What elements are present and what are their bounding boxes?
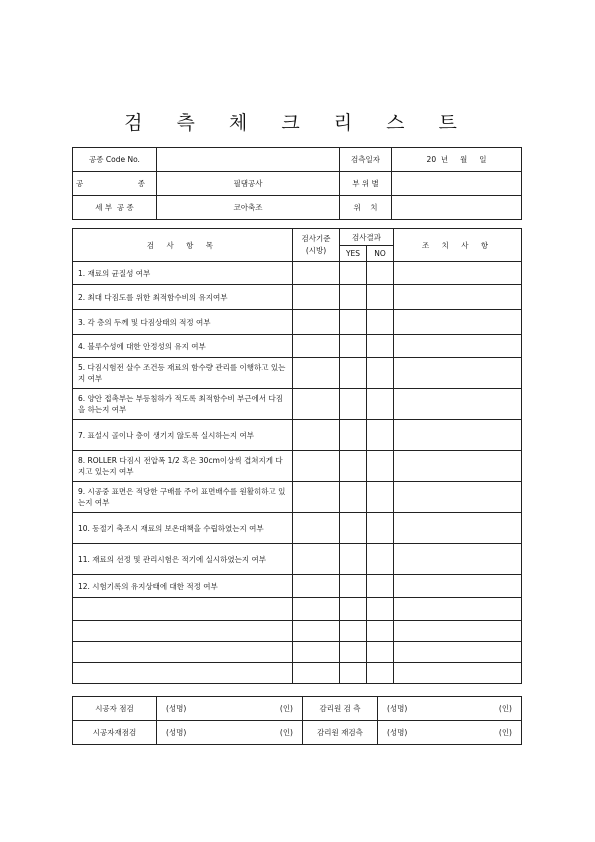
- checklist-item-text: 3. 각 층의 두께 및 다짐상태의 적정 여부: [73, 310, 293, 335]
- action-cell[interactable]: [394, 544, 522, 575]
- sub-work-value-field[interactable]: 코아축조: [157, 196, 340, 220]
- table-row: [73, 598, 522, 621]
- action-cell[interactable]: [394, 575, 522, 598]
- yes-check-cell[interactable]: [340, 451, 367, 482]
- action-cell[interactable]: [394, 310, 522, 335]
- table-row: [73, 285, 522, 310]
- table-row: [73, 389, 522, 420]
- action-cell[interactable]: [394, 513, 522, 544]
- date-label: 검측일자: [340, 148, 392, 172]
- supervisor-inspection-signature-field[interactable]: [378, 697, 522, 721]
- checklist-item-text: 1. 재료의 균질성 여부: [73, 262, 293, 285]
- table-row: [73, 420, 522, 451]
- table-row: [73, 310, 522, 335]
- column-header-result: 검사결과: [340, 229, 394, 246]
- yes-check-cell[interactable]: [340, 621, 367, 642]
- seal-hint: (인): [498, 704, 512, 713]
- checklist-item-text: 2. 최대 다짐도를 위한 최적함수비의 유지여부: [73, 285, 293, 310]
- basis-cell[interactable]: [293, 262, 340, 285]
- table-row: [73, 663, 522, 684]
- no-check-cell[interactable]: [367, 621, 394, 642]
- table-row: [73, 262, 522, 285]
- basis-cell[interactable]: [293, 451, 340, 482]
- no-check-cell[interactable]: [367, 262, 394, 285]
- checklist-item-text: 4. 블루수성에 대한 안정성의 유지 여부: [73, 335, 293, 358]
- part-value-field[interactable]: [392, 172, 522, 196]
- no-check-cell[interactable]: [367, 451, 394, 482]
- page-title: 검 측 체 크 리 스 트: [124, 112, 471, 134]
- yes-check-cell[interactable]: [340, 513, 367, 544]
- no-check-cell[interactable]: [367, 335, 394, 358]
- checklist-item-text: 11. 재료의 선정 및 관리시험은 적기에 실시하였는지 여부: [73, 544, 293, 575]
- yes-check-cell[interactable]: [340, 575, 367, 598]
- no-check-cell[interactable]: [367, 420, 394, 451]
- basis-cell[interactable]: [293, 482, 340, 513]
- table-row: [73, 642, 522, 663]
- location-value-field[interactable]: [392, 196, 522, 220]
- action-cell[interactable]: [394, 621, 522, 642]
- no-check-cell[interactable]: [367, 663, 394, 684]
- yes-check-cell[interactable]: [340, 663, 367, 684]
- no-check-cell[interactable]: [367, 642, 394, 663]
- contractor-recheck-signature-field[interactable]: [157, 721, 303, 745]
- no-check-cell[interactable]: [367, 389, 394, 420]
- checklist-item-text: 8. ROLLER 다짐시 전압폭 1/2 혹은 30cm이상씩 겹쳐지게 다지고 있는지 여부: [73, 451, 293, 482]
- seal-hint: (인): [498, 728, 512, 737]
- checklist-item-text: 12. 시험기록의 유지상태에 대한 적정 여부: [73, 575, 293, 598]
- action-cell[interactable]: [394, 598, 522, 621]
- contractor-check-signature-field[interactable]: [157, 697, 303, 721]
- action-cell[interactable]: [394, 358, 522, 389]
- action-cell[interactable]: [394, 262, 522, 285]
- table-row: [73, 513, 522, 544]
- no-check-cell[interactable]: [367, 358, 394, 389]
- column-header-item: 검 사 항 목: [73, 229, 293, 262]
- yes-check-cell[interactable]: [340, 420, 367, 451]
- contractor-check-label: 시공자 점검: [73, 697, 157, 721]
- supervisor-inspection-label: 감리원 검 측: [303, 697, 378, 721]
- no-check-cell[interactable]: [367, 482, 394, 513]
- no-check-cell[interactable]: [367, 598, 394, 621]
- basis-cell[interactable]: [293, 285, 340, 310]
- basis-cell[interactable]: [293, 642, 340, 663]
- table-row: [73, 482, 522, 513]
- action-cell[interactable]: [394, 335, 522, 358]
- checklist-item-text: [73, 598, 293, 621]
- table-row: [73, 575, 522, 598]
- checklist-item-text: 7. 표설시 골이나 층이 생기지 않도록 실시하는지 여부: [73, 420, 293, 451]
- action-cell[interactable]: [394, 451, 522, 482]
- checklist-item-text: 5. 다짐시험전 살수 조건등 재료의 함수량 관리를 이행하고 있는지 여부: [73, 358, 293, 389]
- checklist-item-text: 6. 양안 접촉부는 부등침하가 적도록 최적함수비 부근에서 다짐을 하는지 여부: [73, 389, 293, 420]
- name-hint: (성명): [166, 704, 187, 713]
- checklist-item-text: 9. 시공중 표면은 적당한 구배를 주어 표면배수를 원활히하고 있는지 여부: [73, 482, 293, 513]
- action-cell[interactable]: [394, 420, 522, 451]
- table-row: [73, 335, 522, 358]
- no-check-cell[interactable]: [367, 575, 394, 598]
- checklist-item-text: [73, 621, 293, 642]
- name-hint: (성명): [387, 704, 408, 713]
- no-check-cell[interactable]: [367, 285, 394, 310]
- column-header-action: 조 치 사 항: [394, 229, 522, 262]
- basis-cell[interactable]: [293, 358, 340, 389]
- location-label: 위 치: [340, 196, 392, 220]
- signature-table: [72, 696, 522, 745]
- basis-cell[interactable]: [293, 544, 340, 575]
- action-cell[interactable]: [394, 663, 522, 684]
- yes-check-cell[interactable]: [340, 389, 367, 420]
- work-label: 공 종: [73, 172, 157, 196]
- basis-cell[interactable]: [293, 420, 340, 451]
- action-cell[interactable]: [394, 389, 522, 420]
- yes-check-cell[interactable]: [340, 335, 367, 358]
- supervisor-reinspection-signature-field[interactable]: [378, 721, 522, 745]
- column-header-basis: 검사기준 (시방): [293, 229, 340, 262]
- basis-cell[interactable]: [293, 663, 340, 684]
- sub-work-label: 세 부 공 종: [73, 196, 157, 220]
- yes-check-cell[interactable]: [340, 598, 367, 621]
- seal-hint: (인): [279, 704, 293, 713]
- basis-cell[interactable]: [293, 335, 340, 358]
- checklist-item-text: [73, 642, 293, 663]
- no-check-cell[interactable]: [367, 513, 394, 544]
- column-header-yes: YES: [340, 246, 367, 262]
- contractor-recheck-label: 시공자재점검: [73, 721, 157, 745]
- code-label: 공종 Code No.: [73, 148, 157, 172]
- header-table: [72, 147, 522, 220]
- yes-check-cell[interactable]: [340, 310, 367, 335]
- checklist-item-text: [73, 663, 293, 684]
- yes-check-cell[interactable]: [340, 285, 367, 310]
- yes-check-cell[interactable]: [340, 482, 367, 513]
- name-hint: (성명): [387, 728, 408, 737]
- table-row: [73, 358, 522, 389]
- basis-cell[interactable]: [293, 389, 340, 420]
- yes-check-cell[interactable]: [340, 642, 367, 663]
- basis-cell[interactable]: [293, 621, 340, 642]
- no-check-cell[interactable]: [367, 310, 394, 335]
- basis-cell[interactable]: [293, 513, 340, 544]
- seal-hint: (인): [279, 728, 293, 737]
- code-value-field[interactable]: [157, 148, 340, 172]
- yes-check-cell[interactable]: [340, 262, 367, 285]
- supervisor-reinspection-label: 감리원 재검측: [303, 721, 378, 745]
- basis-cell[interactable]: [293, 598, 340, 621]
- basis-cell[interactable]: [293, 575, 340, 598]
- name-hint: (성명): [166, 728, 187, 737]
- work-value-field[interactable]: 필댐공사: [157, 172, 340, 196]
- date-value-field[interactable]: 20 년 월 일: [392, 148, 522, 172]
- part-label: 부 위 별: [340, 172, 392, 196]
- basis-cell[interactable]: [293, 310, 340, 335]
- action-cell[interactable]: [394, 285, 522, 310]
- table-row: [73, 621, 522, 642]
- table-row: [73, 451, 522, 482]
- action-cell[interactable]: [394, 642, 522, 663]
- action-cell[interactable]: [394, 482, 522, 513]
- yes-check-cell[interactable]: [340, 358, 367, 389]
- column-header-no: NO: [367, 246, 394, 262]
- checklist-table: [72, 228, 522, 684]
- table-row: [73, 544, 522, 575]
- checklist-item-text: 10. 동절기 축조시 재료의 보온대책을 수립하였는지 여부: [73, 513, 293, 544]
- no-check-cell[interactable]: [367, 544, 394, 575]
- yes-check-cell[interactable]: [340, 544, 367, 575]
